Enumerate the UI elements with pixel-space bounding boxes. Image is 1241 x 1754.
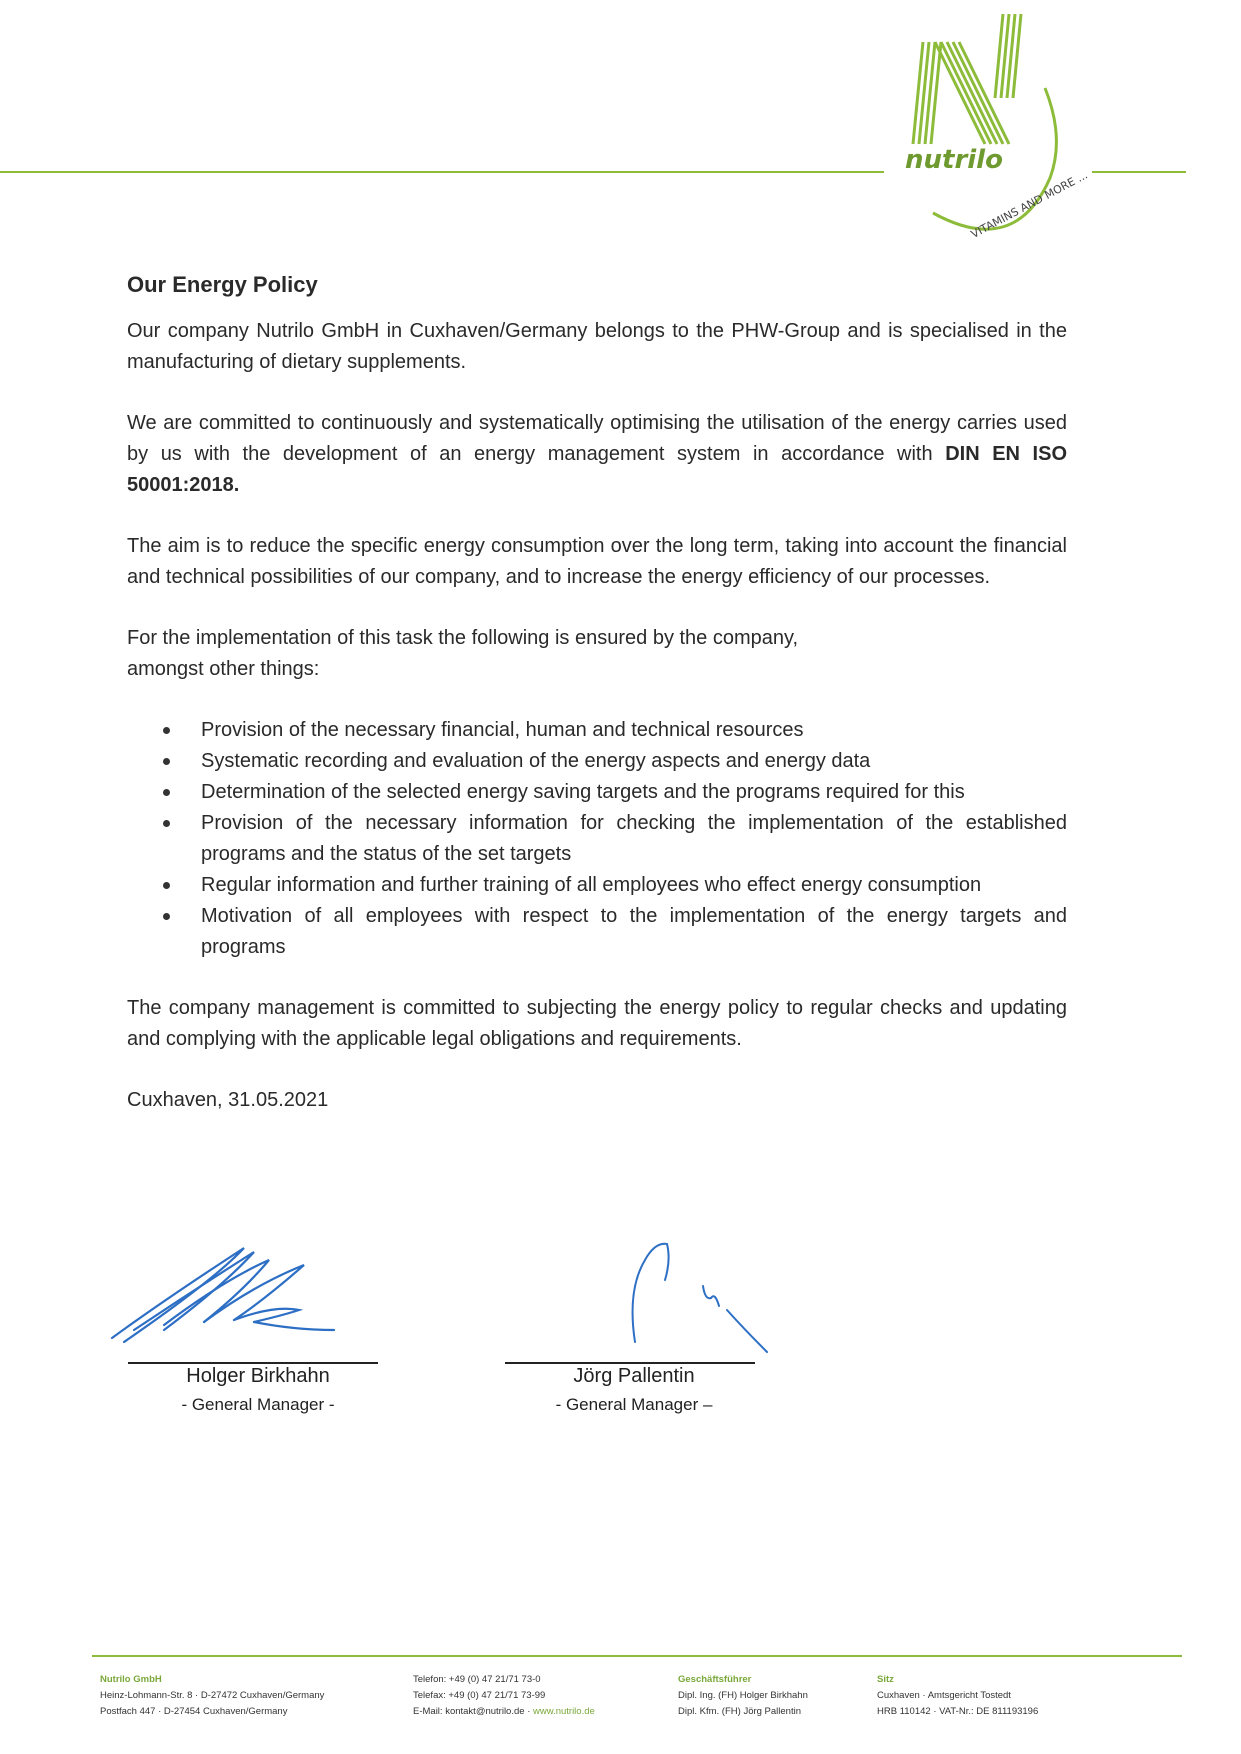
list-item-text: Systematic recording and evaluation of the energy aspects and energy data bbox=[201, 750, 871, 772]
list-item bbox=[127, 746, 1067, 777]
list-item-text: Provision of the necessary information for checking the implementation of the established programs and the status of the set targets bbox=[201, 812, 1067, 865]
footer-fax: Telefax: +49 (0) 47 21/71 73-99 bbox=[413, 1690, 546, 1701]
commitment-text: We are committed to continuously and systematically optimising the utilisation of the energy carries used by us with the development of an energy management system in accordance with bbox=[127, 412, 1067, 465]
footer-manager-2: Dipl. Kfm. (FH) Jörg Pallentin bbox=[678, 1706, 802, 1717]
footer-vat: HRB 110142 · VAT-Nr.: DE 811193196 bbox=[877, 1706, 1039, 1717]
footer-management bbox=[678, 1672, 808, 1720]
logo-tagline: VITAMINS AND MORE ... bbox=[968, 168, 1090, 241]
paragraph-commitment bbox=[127, 408, 1067, 501]
list-item-text: Regular information and further training of all employees who effect energy consumption bbox=[201, 874, 982, 896]
list-item bbox=[127, 715, 1067, 746]
signatory-name: Holger Birkhahn bbox=[186, 1365, 330, 1387]
list-item bbox=[127, 808, 1067, 870]
list-item bbox=[127, 901, 1067, 963]
footer-company-name: Nutrilo GmbH bbox=[100, 1674, 162, 1685]
paragraph-intro: Our company Nutrilo GmbH in Cuxhaven/Germany belongs to the PHW-Group and is specialised in the manufacturing of dietary supplements. bbox=[127, 320, 1067, 373]
footer-registry bbox=[877, 1672, 1038, 1720]
footer-email: E-Mail: kontakt@nutrilo.de · bbox=[413, 1706, 533, 1717]
bullet-icon bbox=[163, 727, 170, 734]
list-item bbox=[127, 777, 1067, 808]
place-date: Cuxhaven, 31.05.2021 bbox=[127, 1089, 329, 1111]
bullet-icon bbox=[163, 913, 170, 920]
iso-standard: DIN EN ISO 50001:2018. bbox=[127, 443, 1067, 496]
header-rule-left bbox=[0, 171, 884, 173]
page-title: Our Energy Policy bbox=[127, 272, 318, 297]
signature-line bbox=[505, 1362, 755, 1364]
bullet-icon bbox=[163, 758, 170, 765]
footer-postbox: Postfach 447 · D-27454 Cuxhaven/Germany bbox=[100, 1706, 288, 1717]
list-item-text: Provision of the necessary financial, human and technical resources bbox=[201, 719, 804, 741]
bullet-icon bbox=[163, 820, 170, 827]
letter-body bbox=[127, 272, 1067, 1146]
implementation-line-2: amongst other things: bbox=[127, 658, 320, 680]
logo-wordmark: nutrilo bbox=[905, 145, 1003, 175]
footer-registry-heading: Sitz bbox=[877, 1674, 894, 1685]
signature-pallentin bbox=[615, 1220, 815, 1360]
signatory-role: - General Manager - bbox=[181, 1395, 335, 1414]
footer-website-link[interactable]: www.nutrilo.de bbox=[533, 1706, 595, 1717]
paragraph-management: The company management is committed to subjecting the energy policy to regular checks and updating and complying with the applicable legal obligations and requirements. bbox=[127, 997, 1067, 1050]
footer-management-heading: Geschäftsführer bbox=[678, 1674, 752, 1685]
footer-address: Heinz-Lohmann-Str. 8 · D-27472 Cuxhaven/Germany bbox=[100, 1690, 325, 1701]
signatory-name: Jörg Pallentin bbox=[573, 1365, 695, 1387]
measures-list bbox=[127, 715, 1067, 963]
bullet-icon bbox=[163, 789, 170, 796]
footer-email-web bbox=[413, 1704, 595, 1720]
list-item-text: Determination of the selected energy saving targets and the programs required for this bbox=[201, 781, 965, 803]
footer-manager-1: Dipl. Ing. (FH) Holger Birkhahn bbox=[678, 1690, 808, 1701]
nutrilo-logo bbox=[895, 8, 1095, 258]
footer-court: Cuxhaven · Amtsgericht Tostedt bbox=[877, 1690, 1011, 1701]
list-item-text: Motivation of all employees with respect to the implementation of the energy targets and programs bbox=[201, 905, 1067, 958]
list-item bbox=[127, 870, 1067, 901]
signatory-role: - General Manager – bbox=[555, 1395, 713, 1414]
implementation-line-1: For the implementation of this task the following is ensured by the company, bbox=[127, 627, 799, 649]
footer-company bbox=[100, 1672, 324, 1720]
signature-birkhahn bbox=[104, 1230, 364, 1350]
footer-phone: Telefon: +49 (0) 47 21/71 73-0 bbox=[413, 1674, 541, 1685]
paragraph-implementation bbox=[127, 623, 1067, 685]
header-rule-right bbox=[1092, 171, 1186, 173]
paragraph-aim: The aim is to reduce the specific energy consumption over the long term, taking into account the financial and technical possibilities of our company, and to increase the energy efficiency of our processes. bbox=[127, 535, 1067, 588]
bullet-icon bbox=[163, 882, 170, 889]
signature-line bbox=[128, 1362, 378, 1364]
footer-contact bbox=[413, 1672, 595, 1720]
footer-rule bbox=[92, 1655, 1182, 1657]
